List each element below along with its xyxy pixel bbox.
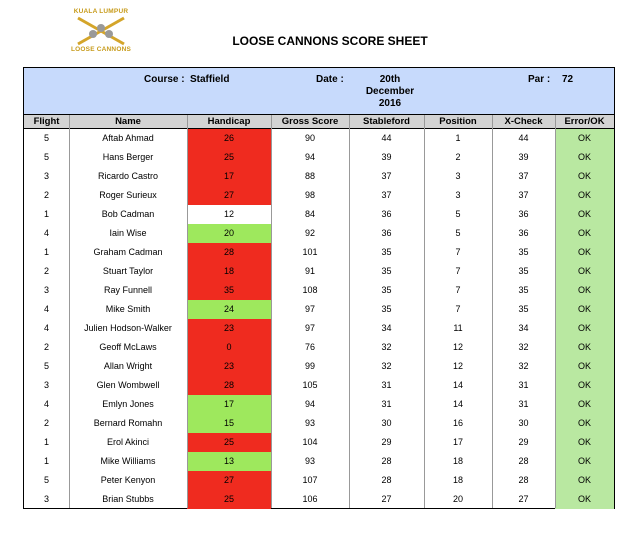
position-cell: 2 [455,152,461,162]
date-line3: 2016 [378,98,402,109]
handicap-cell: 25 [187,490,271,509]
handicap-cell: 27 [187,471,271,490]
table-row [24,376,614,395]
name-cell: Brian Stubbs [102,494,154,504]
handicap-cell: 24 [187,300,271,319]
crossed-cannons-icon [74,16,128,46]
flight-cell: 4 [43,323,49,333]
flight-cell: 5 [43,361,49,371]
flight-cell: 3 [43,494,49,504]
gross-score-cell: 97 [304,304,315,314]
x-check-cell: 32 [518,342,529,352]
position-cell: 18 [452,475,463,485]
gross-score-cell: 105 [302,380,318,390]
column-divider [424,115,425,508]
status-cell: OK [555,129,614,148]
handicap-cell: 35 [187,281,271,300]
stableford-cell: 35 [381,304,392,314]
x-check-cell: 29 [518,437,529,447]
x-check-cell: 31 [518,380,529,390]
stableford-cell: 32 [381,361,392,371]
flight-cell: 5 [43,475,49,485]
col-x-check: X-Check [504,116,543,127]
gross-score-cell: 93 [304,456,315,466]
x-check-cell: 30 [518,418,529,428]
gross-score-cell: 101 [302,247,318,257]
stableford-cell: 27 [381,494,392,504]
flight-cell: 2 [43,342,49,352]
name-cell: Glen Wombwell [96,380,160,390]
flight-cell: 5 [43,133,49,143]
date-label: Date : [316,74,344,85]
x-check-cell: 44 [518,133,529,143]
table-header [24,115,614,129]
status-cell: OK [555,262,614,281]
position-cell: 3 [455,171,461,181]
handicap-cell: 25 [187,148,271,167]
position-cell: 17 [452,437,463,447]
stableford-cell: 44 [381,133,392,143]
position-cell: 7 [455,304,461,314]
stableford-cell: 28 [381,456,392,466]
status-cell: OK [555,471,614,490]
flight-cell: 3 [43,285,49,295]
gross-score-cell: 99 [304,361,315,371]
table-row [24,281,614,300]
handicap-cell: 25 [187,433,271,452]
column-divider [492,115,493,508]
page-title: LOOSE CANNONS SCORE SHEET [232,34,428,48]
gross-score-cell: 97 [304,323,315,333]
flight-cell: 1 [43,209,49,219]
stableford-cell: 39 [381,152,392,162]
flight-cell: 4 [43,304,49,314]
table-row [24,395,614,414]
stableford-cell: 28 [381,475,392,485]
handicap-cell: 15 [187,414,271,433]
x-check-cell: 36 [518,209,529,219]
flight-cell: 5 [43,152,49,162]
name-cell: Erol Akinci [106,437,150,447]
x-check-cell: 37 [518,171,529,181]
handicap-cell: 23 [187,357,271,376]
date-line2: December [365,86,415,97]
handicap-cell: 28 [187,376,271,395]
name-cell: Hans Berger [102,152,154,162]
stableford-cell: 36 [381,228,392,238]
gross-score-cell: 108 [302,285,318,295]
status-cell: OK [555,224,614,243]
gross-score-cell: 84 [304,209,315,219]
col-handicap: Handicap [207,116,251,127]
date-line1: 20th [379,74,401,85]
column-divider [555,115,556,508]
par-value: 72 [562,74,574,85]
col-error-ok: Error/OK [564,116,605,127]
status-cell: OK [555,281,614,300]
stableford-cell: 35 [381,247,392,257]
gross-score-cell: 91 [304,266,315,276]
name-cell: Peter Kenyon [100,475,156,485]
handicap-cell: 28 [187,243,271,262]
gross-score-cell: 107 [302,475,318,485]
name-cell: Bernard Romahn [93,418,163,428]
name-cell: Graham Cadman [93,247,163,257]
status-cell: OK [555,148,614,167]
status-cell: OK [555,338,614,357]
table-row [24,452,614,471]
stableford-cell: 34 [381,323,392,333]
position-cell: 1 [455,133,461,143]
flight-cell: 2 [43,266,49,276]
name-cell: Julien Hodson-Walker [84,323,172,333]
gross-score-cell: 76 [304,342,315,352]
gross-score-cell: 90 [304,133,315,143]
flight-cell: 2 [43,190,49,200]
col-name: Name [115,116,141,127]
course-info-bar [24,68,614,115]
table-row [24,433,614,452]
name-cell: Mike Williams [100,456,156,466]
stableford-cell: 30 [381,418,392,428]
x-check-cell: 37 [518,190,529,200]
column-divider [69,115,70,508]
table-row [24,205,614,224]
table-row [24,262,614,281]
x-check-cell: 35 [518,247,529,257]
col-gross-score: Gross Score [281,116,339,127]
stableford-cell: 29 [381,437,392,447]
table-row [24,414,614,433]
x-check-cell: 35 [518,266,529,276]
position-cell: 20 [452,494,463,504]
x-check-cell: 39 [518,152,529,162]
position-cell: 12 [452,342,463,352]
status-cell: OK [555,205,614,224]
gross-score-cell: 106 [302,494,318,504]
gross-score-cell: 93 [304,418,315,428]
flight-cell: 2 [43,418,49,428]
x-check-cell: 27 [518,494,529,504]
club-logo [66,8,136,54]
position-cell: 14 [452,380,463,390]
handicap-cell: 18 [187,262,271,281]
score-sheet [23,67,615,509]
position-cell: 7 [455,247,461,257]
name-cell: Mike Smith [105,304,151,314]
name-cell: Aftab Ahmad [102,133,154,143]
flight-cell: 3 [43,380,49,390]
column-divider [187,115,188,508]
handicap-cell: 20 [187,224,271,243]
name-cell: Bob Cadman [101,209,155,219]
handicap-cell: 17 [187,395,271,414]
flight-cell: 1 [43,456,49,466]
status-cell: OK [555,490,614,509]
flight-cell: 4 [43,399,49,409]
status-cell: OK [555,414,614,433]
status-cell: OK [555,319,614,338]
par-label: Par : [528,74,551,85]
flight-cell: 4 [43,228,49,238]
gross-score-cell: 98 [304,190,315,200]
table-row [24,186,614,205]
x-check-cell: 28 [518,456,529,466]
name-cell: Iain Wise [109,228,147,238]
x-check-cell: 28 [518,475,529,485]
status-cell: OK [555,452,614,471]
table-row [24,338,614,357]
gross-score-cell: 92 [304,228,315,238]
logo-bottom-text: LOOSE CANNONS [70,46,132,53]
x-check-cell: 35 [518,285,529,295]
name-cell: Ricardo Castro [97,171,159,181]
position-cell: 7 [455,266,461,276]
name-cell: Allan Wright [103,361,153,371]
column-divider [349,115,350,508]
table-row [24,129,614,148]
stableford-cell: 37 [381,190,392,200]
stableford-cell: 32 [381,342,392,352]
position-cell: 5 [455,228,461,238]
flight-cell: 3 [43,171,49,181]
handicap-cell: 27 [187,186,271,205]
course-label: Course : [144,74,185,85]
table-row [24,300,614,319]
handicap-cell: 17 [187,167,271,186]
name-cell: Stuart Taylor [102,266,154,276]
position-cell: 11 [453,323,463,333]
name-cell: Emlyn Jones [102,399,154,409]
status-cell: OK [555,395,614,414]
table-row [24,148,614,167]
col-position: Position [439,116,477,127]
col-stableford: Stableford [363,116,410,127]
table-row [24,319,614,338]
table-row [24,167,614,186]
position-cell: 16 [452,418,463,428]
position-cell: 7 [455,285,461,295]
position-cell: 12 [452,361,463,371]
stableford-cell: 37 [381,171,392,181]
gross-score-cell: 104 [302,437,318,447]
handicap-cell: 12 [187,205,271,224]
table-row [24,357,614,376]
status-cell: OK [555,357,614,376]
name-cell: Roger Surieux [99,190,157,200]
logo-top-text: KUALA LUMPUR [73,8,129,15]
gross-score-cell: 88 [304,171,315,181]
stableford-cell: 36 [381,209,392,219]
name-cell: Geoff McLaws [99,342,157,352]
x-check-cell: 35 [518,304,529,314]
table-row [24,471,614,490]
stableford-cell: 35 [381,285,392,295]
status-cell: OK [555,433,614,452]
position-cell: 3 [455,190,461,200]
gross-score-cell: 94 [304,399,315,409]
table-row [24,490,614,509]
status-cell: OK [555,243,614,262]
table-row [24,243,614,262]
x-check-cell: 31 [518,399,529,409]
x-check-cell: 34 [518,323,529,333]
flight-cell: 1 [43,247,49,257]
course-value: Staffield [190,74,230,85]
handicap-cell: 26 [187,129,271,148]
x-check-cell: 32 [518,361,529,371]
status-cell: OK [555,376,614,395]
column-divider [271,115,272,508]
status-cell: OK [555,186,614,205]
table-row [24,224,614,243]
col-flight: Flight [33,116,60,127]
stableford-cell: 31 [381,380,392,390]
x-check-cell: 36 [518,228,529,238]
status-cell: OK [555,300,614,319]
position-cell: 14 [452,399,463,409]
stableford-cell: 31 [381,399,392,409]
flight-cell: 1 [43,437,49,447]
position-cell: 18 [452,456,463,466]
gross-score-cell: 94 [304,152,315,162]
status-cell: OK [555,167,614,186]
position-cell: 5 [455,209,461,219]
handicap-cell: 0 [187,338,271,357]
name-cell: Ray Funnell [103,285,153,295]
stableford-cell: 35 [381,266,392,276]
handicap-cell: 13 [187,452,271,471]
handicap-cell: 23 [187,319,271,338]
